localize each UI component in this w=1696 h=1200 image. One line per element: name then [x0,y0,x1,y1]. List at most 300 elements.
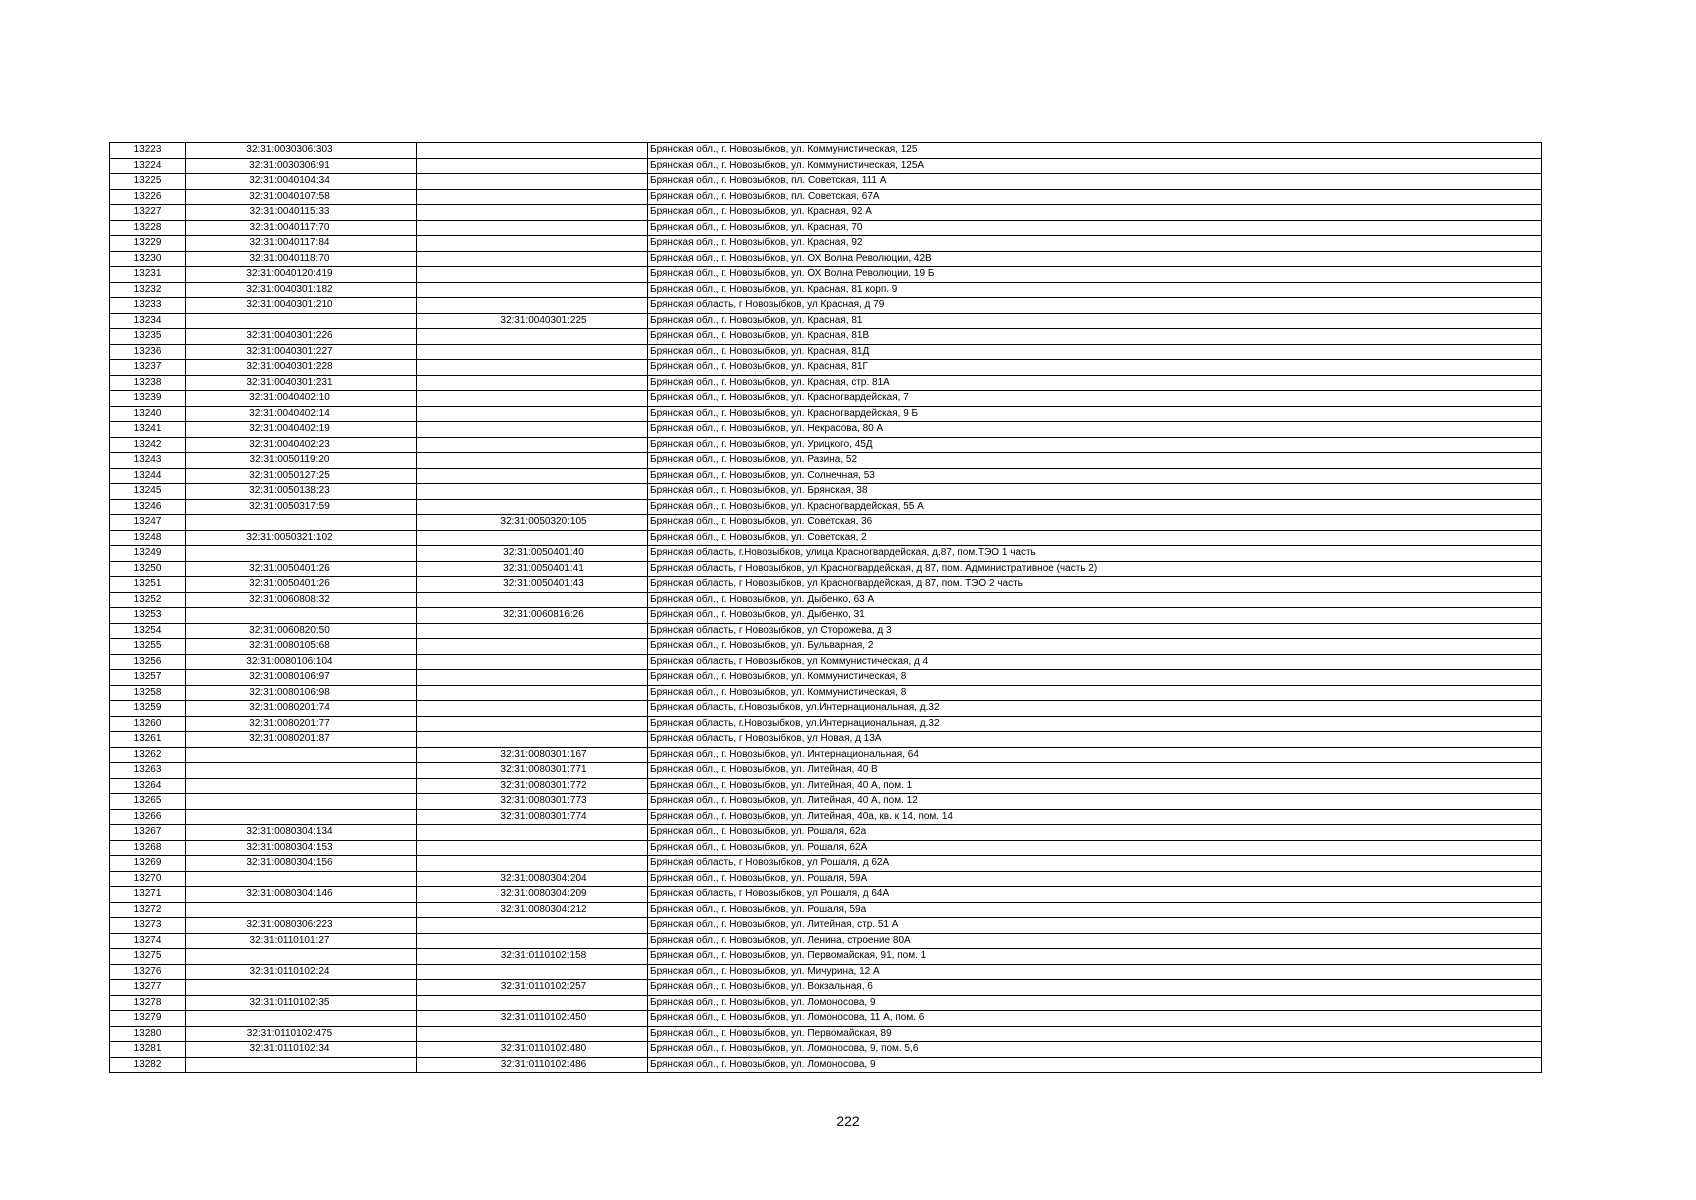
row-number-cell: 13269 [110,856,186,872]
cadastral-number-secondary-cell [417,933,648,949]
address-cell: Брянская обл., г. Новозыбков, ул. Первомайская, 89 [648,1026,1542,1042]
row-number-cell: 13270 [110,871,186,887]
cadastral-number-secondary-cell [417,856,648,872]
cadastral-number-secondary-cell [417,639,648,655]
address-cell: Брянская обл., г. Новозыбков, ул. Бульварная, 2 [648,639,1542,655]
cadastral-number-secondary-cell [417,422,648,438]
address-cell: Брянская обл., г. Новозыбков, ул. ОХ Волна Революции, 19 Б [648,267,1542,283]
cadastral-number-secondary-cell [417,592,648,608]
row-number-cell: 13246 [110,499,186,515]
cadastral-number-secondary-cell: 32:31:0080301:771 [417,763,648,779]
row-number-cell: 13254 [110,623,186,639]
table-row [110,468,1542,484]
table-row [110,313,1542,329]
cadastral-number-cell: 32:31:0110102:24 [186,964,417,980]
cadastral-number-cell: 32:31:0040402:19 [186,422,417,438]
row-number-cell: 13280 [110,1026,186,1042]
cadastral-number-secondary-cell [417,329,648,345]
row-number-cell: 13281 [110,1042,186,1058]
address-cell: Брянская обл., г. Новозыбков, ул. ОХ Волна Революции, 42В [648,251,1542,267]
table-row [110,422,1542,438]
row-number-cell: 13247 [110,515,186,531]
cadastral-number-secondary-cell: 32:31:0050401:41 [417,561,648,577]
address-cell: Брянская обл., г. Новозыбков, ул. Дыбенко, 63 А [648,592,1542,608]
address-cell: Брянская обл., г. Новозыбков, ул. Красногвардейская, 7 [648,391,1542,407]
cadastral-number-cell: 32:31:0040104:34 [186,174,417,190]
address-cell: Брянская область, г.Новозыбков, ул.Интернациональная, д.32 [648,701,1542,717]
cadastral-number-cell: 32:31:0040118:70 [186,251,417,267]
address-cell: Брянская обл., г. Новозыбков, ул. Вокзальная, 6 [648,980,1542,996]
row-number-cell: 13256 [110,654,186,670]
address-cell: Брянская обл., г. Новозыбков, ул. Советская, 36 [648,515,1542,531]
row-number-cell: 13279 [110,1011,186,1027]
address-cell: Брянская обл., г. Новозыбков, ул. Красная, стр. 81А [648,375,1542,391]
cadastral-number-secondary-cell: 32:31:0110102:486 [417,1057,648,1073]
cadastral-number-cell [186,794,417,810]
cadastral-number-cell: 32:31:0060820:50 [186,623,417,639]
cadastral-number-secondary-cell [417,189,648,205]
cadastral-number-secondary-cell [417,840,648,856]
table-row [110,546,1542,562]
table-row [110,437,1542,453]
table-row [110,980,1542,996]
cadastral-number-secondary-cell [417,453,648,469]
cadastral-number-secondary-cell [417,375,648,391]
row-number-cell: 13276 [110,964,186,980]
cadastral-number-cell: 32:31:0080304:134 [186,825,417,841]
cadastral-number-cell: 32:31:0050401:26 [186,577,417,593]
cadastral-number-secondary-cell [417,654,648,670]
row-number-cell: 13267 [110,825,186,841]
address-cell: Брянская обл., г. Новозыбков, ул. Ломоносова, 9 [648,1057,1542,1073]
cadastral-number-secondary-cell [417,964,648,980]
cadastral-number-cell: 32:31:0080105:68 [186,639,417,655]
address-cell: Брянская обл., г. Новозыбков, ул. Красная, 81 [648,313,1542,329]
cadastral-number-secondary-cell: 32:31:0050320:105 [417,515,648,531]
row-number-cell: 13225 [110,174,186,190]
cadastral-number-secondary-cell [417,344,648,360]
page-number: 222 [836,1113,860,1129]
table-row [110,499,1542,515]
table-row [110,561,1542,577]
address-cell: Брянская обл., г. Новозыбков, ул. Ленина, строение 80А [648,933,1542,949]
cadastral-number-cell: 32:31:0040402:23 [186,437,417,453]
table-row [110,763,1542,779]
cadastral-number-secondary-cell [417,158,648,174]
row-number-cell: 13234 [110,313,186,329]
row-number-cell: 13245 [110,484,186,500]
cadastral-number-cell [186,1011,417,1027]
row-number-cell: 13223 [110,143,186,159]
address-cell: Брянская обл., г. Новозыбков, ул. Красная, 81Г [648,360,1542,376]
cadastral-number-secondary-cell [417,205,648,221]
cadastral-number-cell: 32:31:0040117:70 [186,220,417,236]
row-number-cell: 13252 [110,592,186,608]
row-number-cell: 13258 [110,685,186,701]
row-number-cell: 13240 [110,406,186,422]
row-number-cell: 13243 [110,453,186,469]
address-cell: Брянская обл., г. Новозыбков, ул. Литейная, 40 А, пом. 1 [648,778,1542,794]
cadastral-number-cell: 32:31:0040301:227 [186,344,417,360]
cadastral-number-secondary-cell: 32:31:0080304:212 [417,902,648,918]
table-row [110,964,1542,980]
row-number-cell: 13232 [110,282,186,298]
cadastral-number-secondary-cell: 32:31:0050401:43 [417,577,648,593]
cadastral-number-secondary-cell [417,391,648,407]
cadastral-number-cell: 32:31:0080106:98 [186,685,417,701]
address-cell: Брянская обл., г. Новозыбков, ул. Некрасова, 80 А [648,422,1542,438]
table-row [110,871,1542,887]
address-cell: Брянская обл., г. Новозыбков, ул. Советская, 2 [648,530,1542,546]
cadastral-number-cell: 32:31:0080201:87 [186,732,417,748]
cadastral-number-cell: 32:31:0040301:182 [186,282,417,298]
cadastral-number-secondary-cell [417,220,648,236]
row-number-cell: 13224 [110,158,186,174]
address-cell: Брянская обл., г. Новозыбков, ул. Рошаля, 59а [648,902,1542,918]
table-row [110,298,1542,314]
row-number-cell: 13278 [110,995,186,1011]
cadastral-number-cell [186,313,417,329]
row-number-cell: 13239 [110,391,186,407]
address-cell: Брянская обл., г. Новозыбков, ул. Красная, 70 [648,220,1542,236]
table-row [110,949,1542,965]
table-row [110,747,1542,763]
table-row [110,809,1542,825]
table-row [110,406,1542,422]
address-cell: Брянская область, г Новозыбков, ул Сторожева, д 3 [648,623,1542,639]
cadastral-number-secondary-cell [417,623,648,639]
table-row [110,701,1542,717]
cadastral-number-cell: 32:31:0080304:156 [186,856,417,872]
cadastral-number-cell: 32:31:0040301:226 [186,329,417,345]
cadastral-number-cell: 32:31:0040301:228 [186,360,417,376]
registry-table-body [110,143,1542,1073]
cadastral-number-secondary-cell: 32:31:0110102:480 [417,1042,648,1058]
cadastral-number-secondary-cell [417,670,648,686]
cadastral-number-cell [186,1057,417,1073]
row-number-cell: 13261 [110,732,186,748]
row-number-cell: 13228 [110,220,186,236]
cadastral-number-secondary-cell [417,251,648,267]
cadastral-number-secondary-cell [417,282,648,298]
cadastral-number-secondary-cell [417,716,648,732]
row-number-cell: 13257 [110,670,186,686]
address-cell: Брянская обл., г. Новозыбков, ул. Ломоносова, 9 [648,995,1542,1011]
cadastral-number-cell: 32:31:0050317:59 [186,499,417,515]
cadastral-number-secondary-cell: 32:31:0080304:209 [417,887,648,903]
cadastral-number-cell: 32:31:0030306:91 [186,158,417,174]
row-number-cell: 13238 [110,375,186,391]
row-number-cell: 13274 [110,933,186,949]
address-cell: Брянская обл., г. Новозыбков, пл. Советская, 67А [648,189,1542,205]
row-number-cell: 13263 [110,763,186,779]
address-cell: Брянская область, г Новозыбков, ул Рошаля, д 62А [648,856,1542,872]
row-number-cell: 13236 [110,344,186,360]
row-number-cell: 13251 [110,577,186,593]
address-cell: Брянская обл., г. Новозыбков, ул. Ломоносова, 9, пом. 5,6 [648,1042,1542,1058]
row-number-cell: 13241 [110,422,186,438]
row-number-cell: 13249 [110,546,186,562]
cadastral-number-secondary-cell: 32:31:0060816:26 [417,608,648,624]
row-number-cell: 13242 [110,437,186,453]
cadastral-number-secondary-cell [417,499,648,515]
address-cell: Брянская обл., г. Новозыбков, ул. Рошаля, 62А [648,840,1542,856]
table-row [110,685,1542,701]
table-row [110,1026,1542,1042]
table-row [110,375,1542,391]
cadastral-number-cell: 32:31:0080304:146 [186,887,417,903]
table-row [110,344,1542,360]
table-row [110,453,1542,469]
address-cell: Брянская обл., г. Новозыбков, ул. Коммунистическая, 125А [648,158,1542,174]
cadastral-number-secondary-cell [417,732,648,748]
cadastral-number-cell: 32:31:0060808:32 [186,592,417,608]
row-number-cell: 13268 [110,840,186,856]
cadastral-number-secondary-cell [417,484,648,500]
table-row [110,515,1542,531]
row-number-cell: 13250 [110,561,186,577]
address-cell: Брянская область, г.Новозыбков, ул.Интернациональная, д.32 [648,716,1542,732]
address-cell: Брянская область, г Новозыбков, ул Рошаля, д 64А [648,887,1542,903]
cadastral-number-secondary-cell [417,143,648,159]
cadastral-number-secondary-cell: 32:31:0080304:204 [417,871,648,887]
table-row [110,902,1542,918]
cadastral-number-cell [186,809,417,825]
cadastral-number-cell: 32:31:0080201:77 [186,716,417,732]
table-row [110,856,1542,872]
row-number-cell: 13230 [110,251,186,267]
row-number-cell: 13264 [110,778,186,794]
cadastral-number-secondary-cell [417,995,648,1011]
row-number-cell: 13233 [110,298,186,314]
address-cell: Брянская обл., г. Новозыбков, ул. Красная, 81Д [648,344,1542,360]
cadastral-number-cell [186,902,417,918]
row-number-cell: 13226 [110,189,186,205]
row-number-cell: 13244 [110,468,186,484]
cadastral-number-secondary-cell [417,406,648,422]
cadastral-number-cell [186,778,417,794]
cadastral-number-cell: 32:31:0040117:84 [186,236,417,252]
cadastral-number-secondary-cell [417,236,648,252]
address-cell: Брянская обл., г. Новозыбков, ул. Дыбенко, 31 [648,608,1542,624]
address-cell: Брянская обл., г. Новозыбков, ул. Красная, 92 [648,236,1542,252]
address-cell: Брянская обл., г. Новозыбков, ул. Мичурина, 12 А [648,964,1542,980]
table-row [110,825,1542,841]
table-row [110,887,1542,903]
table-row [110,592,1542,608]
address-cell: Брянская обл., г. Новозыбков, ул. Литейная, 40а, кв. к 14, пом. 14 [648,809,1542,825]
cadastral-number-secondary-cell [417,685,648,701]
cadastral-number-cell: 32:31:0040301:210 [186,298,417,314]
table-row [110,282,1542,298]
cadastral-number-secondary-cell: 32:31:0040301:225 [417,313,648,329]
row-number-cell: 13262 [110,747,186,763]
table-row [110,918,1542,934]
cadastral-number-cell: 32:31:0110101:27 [186,933,417,949]
table-row [110,236,1542,252]
address-cell: Брянская обл., г. Новозыбков, ул. Солнечная, 53 [648,468,1542,484]
address-cell: Брянская обл., г. Новозыбков, ул. Литейная, 40 В [648,763,1542,779]
row-number-cell: 13282 [110,1057,186,1073]
cadastral-number-secondary-cell: 32:31:0080301:772 [417,778,648,794]
address-cell: Брянская обл., г. Новозыбков, ул. Красногвардейская, 55 А [648,499,1542,515]
address-cell: Брянская область, г Новозыбков, ул Коммунистическая, д 4 [648,654,1542,670]
cadastral-number-cell: 32:31:0050127:25 [186,468,417,484]
cadastral-number-cell: 32:31:0050138:23 [186,484,417,500]
cadastral-number-secondary-cell: 32:31:0110102:158 [417,949,648,965]
cadastral-number-secondary-cell: 32:31:0110102:257 [417,980,648,996]
table-row [110,840,1542,856]
table-row [110,716,1542,732]
address-cell: Брянская обл., г. Новозыбков, ул. Красногвардейская, 9 Б [648,406,1542,422]
address-cell: Брянская область, г Новозыбков, ул Красногвардейская, д 87, пом. Административное (часть 2) [648,561,1542,577]
cadastral-number-cell: 32:31:0030306:303 [186,143,417,159]
address-cell: Брянская обл., г. Новозыбков, ул. Коммунистическая, 125 [648,143,1542,159]
row-number-cell: 13272 [110,902,186,918]
cadastral-number-cell [186,763,417,779]
address-cell: Брянская обл., г. Новозыбков, пл. Советская, 111 А [648,174,1542,190]
table-row [110,329,1542,345]
row-number-cell: 13231 [110,267,186,283]
table-row [110,360,1542,376]
cadastral-number-secondary-cell: 32:31:0050401:40 [417,546,648,562]
address-cell: Брянская обл., г. Новозыбков, ул. Красная, 81В [648,329,1542,345]
cadastral-number-cell: 32:31:0080106:97 [186,670,417,686]
table-row [110,654,1542,670]
address-cell: Брянская область, г Новозыбков, ул Красная, д 79 [648,298,1542,314]
table-row [110,391,1542,407]
cadastral-number-cell [186,546,417,562]
table-row [110,608,1542,624]
row-number-cell: 13253 [110,608,186,624]
cadastral-number-secondary-cell [417,267,648,283]
cadastral-number-cell: 32:31:0080106:104 [186,654,417,670]
row-number-cell: 13273 [110,918,186,934]
row-number-cell: 13237 [110,360,186,376]
row-number-cell: 13248 [110,530,186,546]
cadastral-number-secondary-cell [417,1026,648,1042]
cadastral-number-secondary-cell [417,174,648,190]
address-cell: Брянская обл., г. Новозыбков, ул. Рошаля, 62а [648,825,1542,841]
address-cell: Брянская область, г Новозыбков, ул Новая, д 13А [648,732,1542,748]
table-row [110,267,1542,283]
cadastral-number-cell: 32:31:0110102:475 [186,1026,417,1042]
cadastral-number-cell: 32:31:0050321:102 [186,530,417,546]
table-row [110,732,1542,748]
cadastral-number-cell: 32:31:0040115:33 [186,205,417,221]
table-row [110,670,1542,686]
row-number-cell: 13271 [110,887,186,903]
address-cell: Брянская область, г Новозыбков, ул Красногвардейская, д 87, пом. ТЭО 2 часть [648,577,1542,593]
cadastral-number-cell [186,871,417,887]
address-cell: Брянская обл., г. Новозыбков, ул. Первомайская, 91, пом. 1 [648,949,1542,965]
cadastral-number-secondary-cell [417,701,648,717]
row-number-cell: 13260 [110,716,186,732]
cadastral-number-secondary-cell [417,360,648,376]
cadastral-number-cell [186,515,417,531]
row-number-cell: 13265 [110,794,186,810]
cadastral-number-cell [186,980,417,996]
table-row [110,174,1542,190]
address-cell: Брянская обл., г. Новозыбков, ул. Литейная, 40 А, пом. 12 [648,794,1542,810]
row-number-cell: 13255 [110,639,186,655]
cadastral-number-secondary-cell: 32:31:0080301:774 [417,809,648,825]
row-number-cell: 13227 [110,205,186,221]
cadastral-number-secondary-cell: 32:31:0080301:167 [417,747,648,763]
table-row [110,933,1542,949]
cadastral-number-secondary-cell: 32:31:0110102:450 [417,1011,648,1027]
table-row [110,143,1542,159]
cadastral-number-cell: 32:31:0050401:26 [186,561,417,577]
address-cell: Брянская обл., г. Новозыбков, ул. Разина, 52 [648,453,1542,469]
cadastral-number-cell: 32:31:0080304:153 [186,840,417,856]
cadastral-number-cell: 32:31:0040301:231 [186,375,417,391]
table-row [110,778,1542,794]
cadastral-number-secondary-cell: 32:31:0080301:773 [417,794,648,810]
row-number-cell: 13259 [110,701,186,717]
address-cell: Брянская обл., г. Новозыбков, ул. Урицкого, 45Д [648,437,1542,453]
table-row [110,205,1542,221]
cadastral-number-secondary-cell [417,825,648,841]
cadastral-number-secondary-cell [417,918,648,934]
cadastral-number-cell [186,608,417,624]
row-number-cell: 13266 [110,809,186,825]
table-row [110,251,1542,267]
table-row [110,484,1542,500]
table-row [110,995,1542,1011]
table-row [110,1057,1542,1073]
table-row [110,794,1542,810]
table-row [110,1042,1542,1058]
table-row [110,220,1542,236]
row-number-cell: 13277 [110,980,186,996]
cadastral-number-cell: 32:31:0080201:74 [186,701,417,717]
cadastral-number-cell: 32:31:0080306:223 [186,918,417,934]
cadastral-number-cell: 32:31:0110102:35 [186,995,417,1011]
address-cell: Брянская обл., г. Новозыбков, ул. Рошаля, 59А [648,871,1542,887]
cadastral-number-cell: 32:31:0040402:14 [186,406,417,422]
row-number-cell: 13229 [110,236,186,252]
address-cell: Брянская область, г.Новозыбков, улица Красногвардейская, д.87, пом.ТЭО 1 часть [648,546,1542,562]
row-number-cell: 13235 [110,329,186,345]
table-row [110,577,1542,593]
address-cell: Брянская обл., г. Новозыбков, ул. Коммунистическая, 8 [648,670,1542,686]
table-row [110,189,1542,205]
cadastral-number-cell: 32:31:0040120:419 [186,267,417,283]
address-cell: Брянская обл., г. Новозыбков, ул. Красная, 92 А [648,205,1542,221]
cadastral-number-cell [186,949,417,965]
table-row [110,623,1542,639]
cadastral-number-cell: 32:31:0040402:10 [186,391,417,407]
table-row [110,1011,1542,1027]
table-row [110,530,1542,546]
address-cell: Брянская обл., г. Новозыбков, ул. Интернациональная, 64 [648,747,1542,763]
address-cell: Брянская обл., г. Новозыбков, ул. Литейная, стр. 51 А [648,918,1542,934]
address-cell: Брянская обл., г. Новозыбков, ул. Коммунистическая, 8 [648,685,1542,701]
cadastral-number-cell [186,747,417,763]
cadastral-number-secondary-cell [417,468,648,484]
cadastral-number-cell: 32:31:0110102:34 [186,1042,417,1058]
table-row [110,158,1542,174]
table-row [110,639,1542,655]
cadastral-number-cell: 32:31:0050119:20 [186,453,417,469]
address-cell: Брянская обл., г. Новозыбков, ул. Красная, 81 корп. 9 [648,282,1542,298]
row-number-cell: 13275 [110,949,186,965]
cadastral-number-secondary-cell [417,298,648,314]
cadastral-number-cell: 32:31:0040107:58 [186,189,417,205]
address-cell: Брянская обл., г. Новозыбков, ул. Брянская, 38 [648,484,1542,500]
cadastral-number-secondary-cell [417,530,648,546]
